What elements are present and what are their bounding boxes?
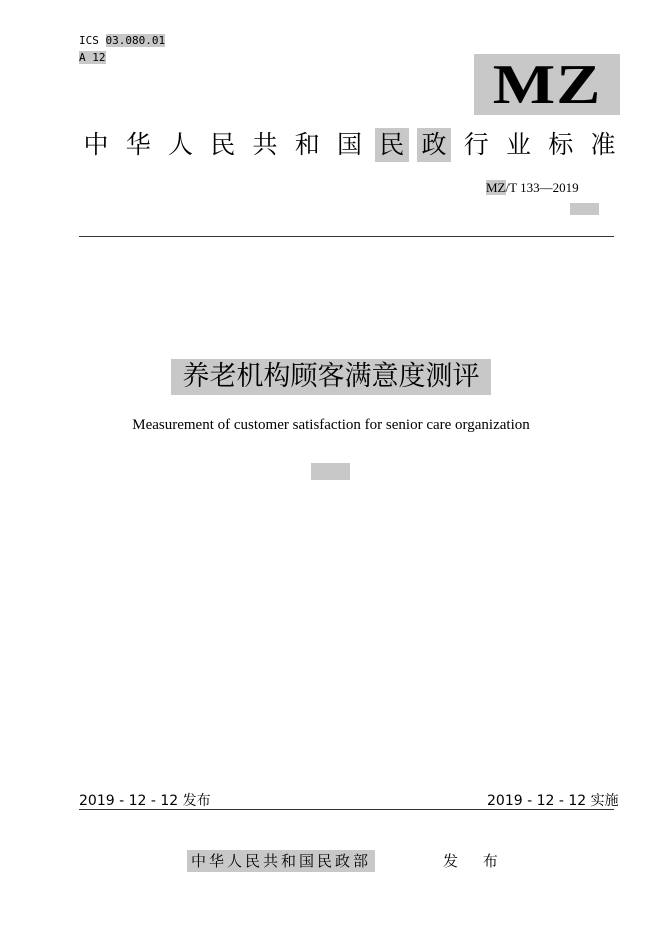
standard-type-line bbox=[79, 128, 620, 162]
standard-number bbox=[486, 180, 579, 195]
standard-type-char: 民 bbox=[375, 128, 409, 162]
standard-type-char: 民 bbox=[210, 130, 236, 159]
standard-type-char: 准 bbox=[590, 130, 616, 159]
logo-text: MZ bbox=[492, 53, 602, 116]
standard-type-char: 人 bbox=[167, 130, 193, 159]
replacement-placeholder-box bbox=[570, 203, 599, 215]
ics-line bbox=[79, 34, 165, 47]
implementation-date: 2019 - 12 - 12 实施 bbox=[487, 793, 619, 809]
publisher-name: 中华人民共和国民政部 bbox=[187, 850, 375, 872]
issue-date: 2019 - 12 - 12 发布 bbox=[79, 793, 211, 809]
standard-type-char: 中 bbox=[83, 130, 109, 159]
standard-type-char: 行 bbox=[463, 130, 489, 159]
draft-stage-placeholder-box bbox=[311, 463, 350, 480]
publish-label: 发 布 bbox=[443, 852, 508, 870]
mz-logo bbox=[474, 54, 620, 115]
ics-prefix: ICS bbox=[79, 34, 99, 47]
classification-code: A 12 bbox=[79, 51, 106, 64]
document-title-english: Measurement of customer satisfaction for senior care organization bbox=[132, 417, 530, 433]
standard-type-char: 共 bbox=[252, 130, 278, 159]
standard-type-char: 业 bbox=[505, 130, 531, 159]
document-title-chinese: 养老机构顾客满意度测评 bbox=[171, 359, 491, 395]
standard-number-rest: /T 133—2019 bbox=[505, 180, 579, 195]
top-divider bbox=[79, 236, 614, 237]
bottom-divider bbox=[79, 809, 614, 810]
ics-code: 03.080.01 bbox=[105, 34, 166, 47]
standard-type-char: 标 bbox=[548, 130, 574, 159]
standard-number-prefix: MZ bbox=[486, 180, 506, 195]
standard-type-char: 华 bbox=[125, 130, 151, 159]
standard-type-char: 国 bbox=[336, 130, 362, 159]
standard-type-char: 政 bbox=[417, 128, 451, 162]
standard-type-char: 和 bbox=[294, 130, 320, 159]
